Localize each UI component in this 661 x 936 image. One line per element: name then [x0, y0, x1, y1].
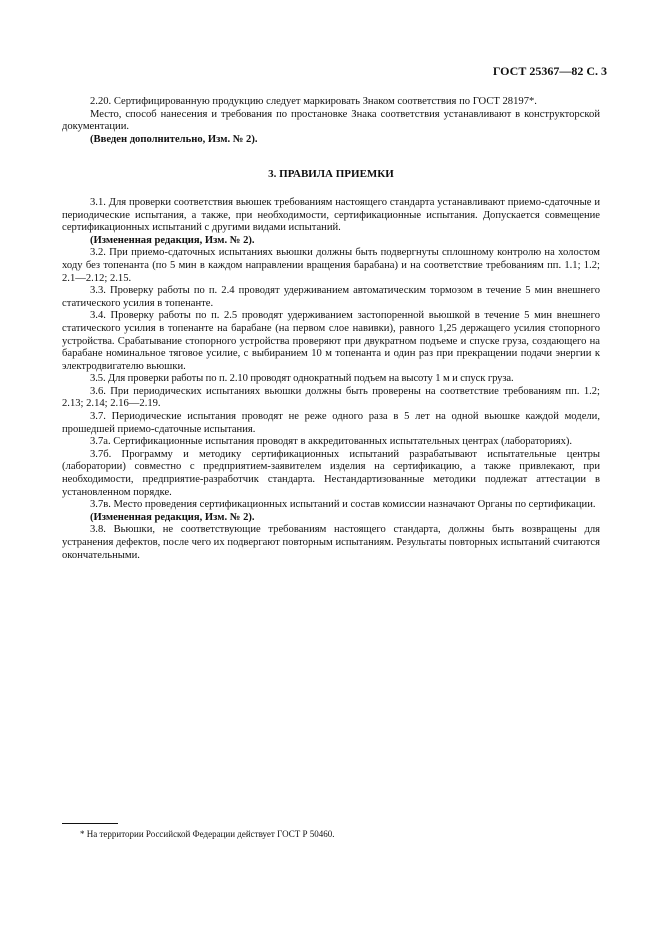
paragraph-3-7: 3.7. Периодические испытания проводят не реже одного раза в 5 лет на одной вьюшке каждой модели, прошедшей приемо-сдаточные испытания. [62, 411, 600, 435]
paragraph-2-20: 2.20. Сертифицированную продукцию следует маркировать Знаком соответствия по ГОСТ 28197*. [90, 96, 537, 107]
paragraph-3-1: 3.1. Для проверки соответствия вьюшек требованиям настоящего стандарта устанавливают приемо-сдаточные и периодические испытания, а также, при необходимости, сертификационные испытания. Допускается совмещение сертификационных испытаний с другими видами испытаний. [62, 196, 600, 234]
paragraph-3-7a: 3.7а. Сертификационные испытания проводят в аккредитованных испытательных центрах (лабораториях). [90, 436, 573, 448]
amendment-note: (Измененная редакция, Изм. № 2). [90, 234, 255, 246]
paragraph-3-5: 3.5. Для проверки работы по п. 2.10 проводят однократный подъем на высоту 1 м и спуск груза. [90, 373, 514, 385]
page-header: ГОСТ 25367—82 С. 3 [492, 64, 607, 78]
amendment-note: (Введен дополнительно, Изм. № 2). [90, 133, 258, 145]
section-title: 3. ПРАВИЛА ПРИЕМКИ [268, 168, 394, 181]
paragraph-3-3: 3.3. Проверку работы по п. 2.4 проводят удерживанием автоматическим тормозом в течение 5 мин внешнего статического усилия в топенанте. [62, 285, 600, 309]
paragraph-3-7v: 3.7в. Место проведения сертификационных испытаний и состав комиссии назначают Органы по сертификации. [90, 499, 596, 511]
paragraph-sign-placement: Место, способ нанесения и требования по простановке Знака соответствия устанавливают в конструкторской документации. [62, 108, 600, 133]
amendment-note: (Измененная редакция, Изм. № 2). [90, 511, 255, 523]
paragraph-3-6: 3.6. При периодических испытаниях вьюшки должны быть проверены на соответствие требованиям пп. 1.2; 2.13; 2.14; 2.16—2.19. [62, 385, 600, 410]
document-body [62, 96, 600, 562]
paragraph-3-4: 3.4. Проверку работы по п. 2.5 проводят удерживанием застопоренной вьюшкой в течение 5 мин внешнего статического усилия в топенанте на барабане (на первом слое навивки), равного 1,25 держащего усилия стопорного устройства. Срабатывание стопорного устройства проверяют при двукратном подъеме и спуске груза, создающего на барабане номинальное тяговое усилие, с выбиранием 10 м топенанта и один раз при прекращении подачи энергии к электродвигателю вьюшки. [62, 310, 600, 372]
paragraph-3-8: 3.8. Вьюшки, не соответствующие требованиям настоящего стандарта, должны быть возвращены для устранения дефектов, после чего их подвергают повторным испытаниям. Результаты повторных испытаний считаются окончательными. [62, 524, 600, 561]
paragraph-3-7b: 3.7б. Программу и методику сертификационных испытаний разрабатывают испытательные центры (лаборатории) совместно с предприятием-заявителем изделия на сертификацию, а также привлекают, при необходимости, предприятие-разработчик стандарта. Нестандартизованные методики подлежат аттестации в установленном порядке. [62, 448, 600, 498]
footnote: * На территории Российской Федерации действует ГОСТ Р 50460. [80, 829, 335, 839]
paragraph-3-2: 3.2. При приемо-сдаточных испытаниях вьюшки должны быть подвергнуты сплошному контролю на холостом ходу без топенанта (по 5 мин в каждом направлении вращения барабана) и на соответствие требованиям пп. 1.1; 1.2; 2.1—2.12; 2.15. [62, 247, 600, 284]
footnote-divider [62, 823, 118, 824]
